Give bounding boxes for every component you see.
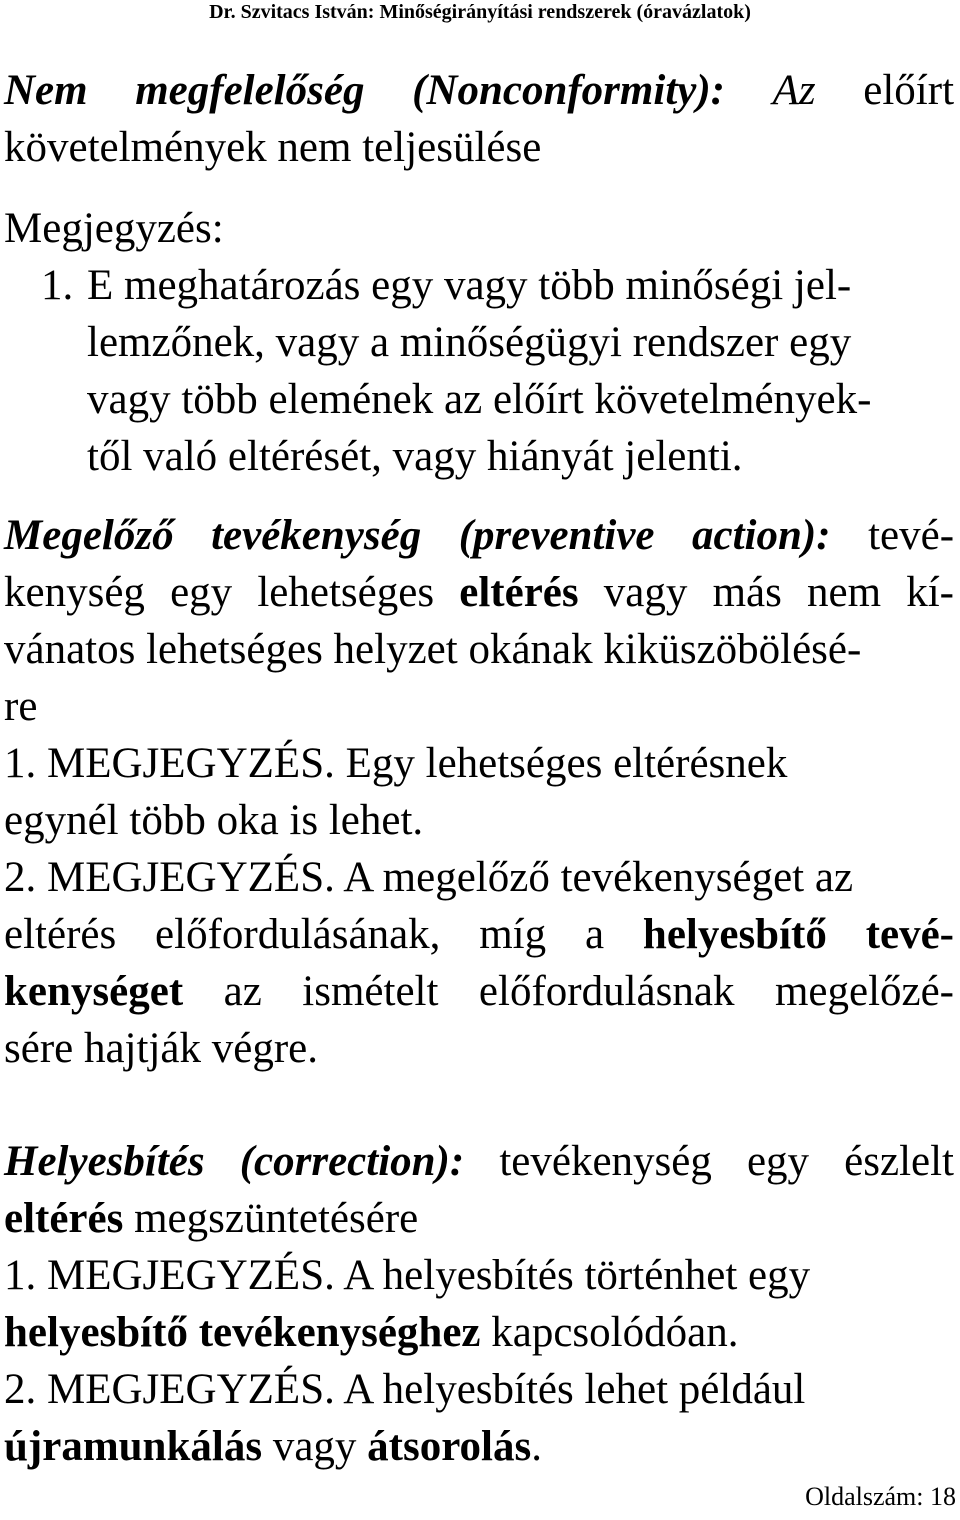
preventive-l1-rest: tevé- bbox=[868, 512, 955, 559]
preventive-note1-line-1 bbox=[4, 735, 954, 792]
preventive-line-2 bbox=[4, 564, 954, 621]
preventive-note2-line-1 bbox=[4, 849, 954, 906]
nonconformity-def-rest: előírt bbox=[863, 67, 955, 114]
correction-term: Helyesbítés (correction): bbox=[4, 1138, 465, 1185]
preventive-note2-line-3 bbox=[4, 963, 954, 1020]
note-item-1-line-2 bbox=[4, 314, 954, 371]
preventive-note2-line-4 bbox=[4, 1020, 954, 1077]
correction-l2-bold: eltérés bbox=[4, 1195, 124, 1242]
note-item-text-3: vagy több elemének az előírt követelmények- bbox=[87, 376, 872, 423]
preventive-note2-l3-b: az ismételt előfordulásnak megelőzé- bbox=[223, 968, 955, 1015]
preventive-l3: vánatos lehetséges helyzet okának kiküszöbölésé- bbox=[4, 626, 862, 673]
spacer bbox=[4, 1077, 954, 1133]
preventive-l2-a: kenység egy lehetséges bbox=[4, 569, 435, 616]
preventive-note1-l1: 1. MEGJEGYZÉS. Egy lehetséges eltérésnek bbox=[4, 740, 788, 787]
preventive-l2-b: vagy más nem kí- bbox=[603, 569, 955, 616]
preventive-note2-l3-bold: kenységet bbox=[4, 968, 184, 1015]
preventive-note2-line-2 bbox=[4, 906, 954, 963]
correction-note2-bold-1: újramunkálás bbox=[4, 1423, 263, 1470]
note-label-text: Megjegyzés: bbox=[4, 205, 224, 252]
note-label bbox=[4, 200, 954, 257]
nonconformity-term: Nem megfelelőség (Nonconformity): bbox=[4, 67, 725, 114]
preventive-note2-l1: 2. MEGJEGYZÉS. A megelőző tevékenységet az bbox=[4, 854, 854, 901]
preventive-l2-bold: eltérés bbox=[459, 569, 579, 616]
preventive-note2-l4: sére hajtják végre. bbox=[4, 1025, 318, 1072]
correction-note2-l1: 2. MEGJEGYZÉS. A helyesbítés lehet például bbox=[4, 1366, 806, 1413]
note-item-text-2: lemzőnek, vagy a minőségügyi rendszer egy bbox=[87, 319, 852, 366]
preventive-l4: re bbox=[4, 683, 38, 730]
correction-line-2 bbox=[4, 1190, 954, 1247]
correction-note2-line-1 bbox=[4, 1361, 954, 1418]
correction-note1-line-2 bbox=[4, 1304, 954, 1361]
correction-note1-l2-rest: kapcsolódóan. bbox=[491, 1309, 739, 1356]
preventive-note1-l2: egynél több oka is lehet. bbox=[4, 797, 424, 844]
correction-line-1 bbox=[4, 1133, 954, 1190]
nonconformity-line-2 bbox=[4, 119, 954, 176]
document-body bbox=[4, 62, 954, 1475]
spacer bbox=[4, 485, 954, 507]
nonconformity-def-start: Az bbox=[772, 67, 816, 114]
page-header: Dr. Szvitacs István: Minőségirányítási rendszerek (óravázlatok) bbox=[209, 1, 751, 23]
correction-l1-rest: tevékenység egy észlelt bbox=[499, 1138, 954, 1185]
preventive-note1-line-2 bbox=[4, 792, 954, 849]
note-item-1-line-4 bbox=[4, 428, 954, 485]
correction-note2-mid: vagy bbox=[272, 1423, 357, 1470]
preventive-line-4 bbox=[4, 678, 954, 735]
correction-note1-l2-bold: helyesbítő tevékenységhez bbox=[4, 1309, 481, 1356]
nonconformity-line-1 bbox=[4, 62, 954, 119]
page-number: Oldalszám: 18 bbox=[805, 1482, 956, 1511]
correction-note1-l1: 1. MEGJEGYZÉS. A helyesbítés történhet egy bbox=[4, 1252, 811, 1299]
spacer bbox=[4, 176, 954, 200]
note-item-1-line-3 bbox=[4, 371, 954, 428]
correction-note2-end: . bbox=[531, 1423, 542, 1470]
preventive-line-1 bbox=[4, 507, 954, 564]
note-item-number: 1. bbox=[41, 262, 74, 309]
note-item-1-line-1 bbox=[4, 257, 954, 314]
correction-l2-rest: megszüntetésére bbox=[134, 1195, 419, 1242]
correction-note2-bold-2: átsorolás bbox=[367, 1423, 532, 1470]
preventive-note2-l2-a: eltérés előfordulásának, míg a bbox=[4, 911, 605, 958]
note-item-text-4: től való eltérését, vagy hiányát jelenti. bbox=[87, 433, 743, 480]
nonconformity-def-line2: követelmények nem teljesülése bbox=[4, 124, 542, 171]
preventive-line-3 bbox=[4, 621, 954, 678]
preventive-term: Megelőző tevékenység (preventive action): bbox=[4, 512, 831, 559]
correction-note2-line-2 bbox=[4, 1418, 954, 1475]
correction-note1-line-1 bbox=[4, 1247, 954, 1304]
note-item-text-1: E meghatározás egy vagy több minőségi jel- bbox=[87, 262, 852, 309]
preventive-note2-l2-bold: helyesbítő tevé- bbox=[642, 911, 955, 958]
